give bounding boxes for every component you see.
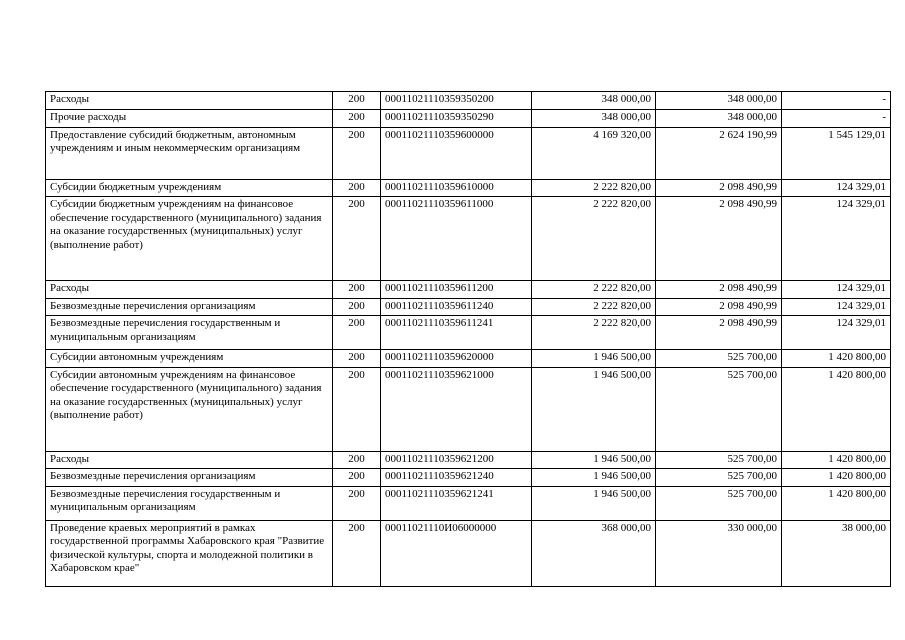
row-unexecuted-amount: 124 329,01 (782, 316, 891, 350)
row-line-code: 200 (333, 298, 381, 316)
table-body (46, 92, 891, 587)
row-executed-amount: 2 098 490,99 (656, 298, 782, 316)
row-unexecuted-amount: - (782, 92, 891, 110)
table-row (46, 298, 891, 316)
table-row (46, 367, 891, 451)
row-line-code: 200 (333, 316, 381, 350)
row-approved-amount: 1 946 500,00 (532, 350, 656, 368)
row-name: Проведение краевых мероприятий в рамках государственной программы Хабаровского края "Развитие физической культуры, спорта и молодежной политики в Хабаровском крае" (46, 520, 333, 586)
row-unexecuted-amount: - (782, 110, 891, 128)
row-budget-classification-code: 00011021110359620000 (381, 350, 532, 368)
row-name: Безвозмездные перечисления организациям (46, 469, 333, 487)
table-row (46, 179, 891, 197)
row-budget-classification-code: 00011021110359350200 (381, 92, 532, 110)
row-executed-amount: 348 000,00 (656, 110, 782, 128)
row-budget-classification-code: 00011021110359350290 (381, 110, 532, 128)
row-approved-amount: 1 946 500,00 (532, 469, 656, 487)
row-executed-amount: 525 700,00 (656, 451, 782, 469)
row-unexecuted-amount: 1 545 129,01 (782, 127, 891, 179)
row-name: Прочие расходы (46, 110, 333, 128)
row-unexecuted-amount: 1 420 800,00 (782, 469, 891, 487)
row-executed-amount: 525 700,00 (656, 486, 782, 520)
row-executed-amount: 2 098 490,99 (656, 316, 782, 350)
row-budget-classification-code: 00011021110359611200 (381, 281, 532, 299)
row-line-code: 200 (333, 469, 381, 487)
budget-expenditure-table (45, 91, 891, 587)
row-unexecuted-amount: 124 329,01 (782, 281, 891, 299)
row-budget-classification-code: 00011021110359621200 (381, 451, 532, 469)
table-row (46, 520, 891, 586)
table-row (46, 281, 891, 299)
row-budget-classification-code: 00011021110И06000000 (381, 520, 532, 586)
row-unexecuted-amount: 1 420 800,00 (782, 486, 891, 520)
row-name: Расходы (46, 451, 333, 469)
row-approved-amount: 2 222 820,00 (532, 281, 656, 299)
row-approved-amount: 2 222 820,00 (532, 197, 656, 281)
table-row (46, 92, 891, 110)
row-budget-classification-code: 00011021110359611000 (381, 197, 532, 281)
row-approved-amount: 1 946 500,00 (532, 451, 656, 469)
row-executed-amount: 525 700,00 (656, 350, 782, 368)
row-name: Безвозмездные перечисления государственным и муниципальным организациям (46, 486, 333, 520)
row-name: Субсидии автономным учреждениям на финансовое обеспечение государственного (муниципального) задания на оказание государственных (муниципальных) услуг (выполнение работ) (46, 367, 333, 451)
row-line-code: 200 (333, 367, 381, 451)
row-budget-classification-code: 00011021110359600000 (381, 127, 532, 179)
row-executed-amount: 348 000,00 (656, 92, 782, 110)
table-row (46, 350, 891, 368)
row-unexecuted-amount: 1 420 800,00 (782, 350, 891, 368)
row-executed-amount: 2 098 490,99 (656, 281, 782, 299)
row-executed-amount: 2 098 490,99 (656, 179, 782, 197)
row-line-code: 200 (333, 451, 381, 469)
row-name: Расходы (46, 281, 333, 299)
row-approved-amount: 1 946 500,00 (532, 486, 656, 520)
row-approved-amount: 348 000,00 (532, 92, 656, 110)
row-approved-amount: 4 169 320,00 (532, 127, 656, 179)
row-executed-amount: 525 700,00 (656, 367, 782, 451)
row-unexecuted-amount: 124 329,01 (782, 179, 891, 197)
row-unexecuted-amount: 1 420 800,00 (782, 451, 891, 469)
row-name: Субсидии бюджетным учреждениям на финансовое обеспечение государственного (муниципального) задания на оказание государственных (муниципальных) услуг (выполнение работ) (46, 197, 333, 281)
row-budget-classification-code: 00011021110359621241 (381, 486, 532, 520)
row-line-code: 200 (333, 179, 381, 197)
row-name: Субсидии автономным учреждениям (46, 350, 333, 368)
row-line-code: 200 (333, 110, 381, 128)
row-approved-amount: 2 222 820,00 (532, 179, 656, 197)
row-name: Безвозмездные перечисления государственным и муниципальным организациям (46, 316, 333, 350)
row-line-code: 200 (333, 127, 381, 179)
table-row (46, 127, 891, 179)
row-name: Предоставление субсидий бюджетным, автономным учреждениям и иным некоммерческим организациям (46, 127, 333, 179)
table-row (46, 316, 891, 350)
row-executed-amount: 330 000,00 (656, 520, 782, 586)
row-line-code: 200 (333, 197, 381, 281)
table-row (46, 110, 891, 128)
row-line-code: 200 (333, 350, 381, 368)
row-line-code: 200 (333, 486, 381, 520)
row-name: Расходы (46, 92, 333, 110)
row-budget-classification-code: 00011021110359611240 (381, 298, 532, 316)
row-line-code: 200 (333, 281, 381, 299)
table-row (46, 469, 891, 487)
row-budget-classification-code: 00011021110359611241 (381, 316, 532, 350)
row-executed-amount: 2 624 190,99 (656, 127, 782, 179)
row-approved-amount: 368 000,00 (532, 520, 656, 586)
row-executed-amount: 2 098 490,99 (656, 197, 782, 281)
row-name: Субсидии бюджетным учреждениям (46, 179, 333, 197)
row-approved-amount: 2 222 820,00 (532, 298, 656, 316)
row-budget-classification-code: 00011021110359610000 (381, 179, 532, 197)
row-line-code: 200 (333, 520, 381, 586)
row-approved-amount: 1 946 500,00 (532, 367, 656, 451)
table-row (46, 486, 891, 520)
row-budget-classification-code: 00011021110359621000 (381, 367, 532, 451)
row-name: Безвозмездные перечисления организациям (46, 298, 333, 316)
table-row (46, 197, 891, 281)
table-row (46, 451, 891, 469)
row-approved-amount: 2 222 820,00 (532, 316, 656, 350)
row-unexecuted-amount: 124 329,01 (782, 298, 891, 316)
row-executed-amount: 525 700,00 (656, 469, 782, 487)
row-unexecuted-amount: 1 420 800,00 (782, 367, 891, 451)
row-unexecuted-amount: 124 329,01 (782, 197, 891, 281)
row-unexecuted-amount: 38 000,00 (782, 520, 891, 586)
row-approved-amount: 348 000,00 (532, 110, 656, 128)
row-budget-classification-code: 00011021110359621240 (381, 469, 532, 487)
row-line-code: 200 (333, 92, 381, 110)
